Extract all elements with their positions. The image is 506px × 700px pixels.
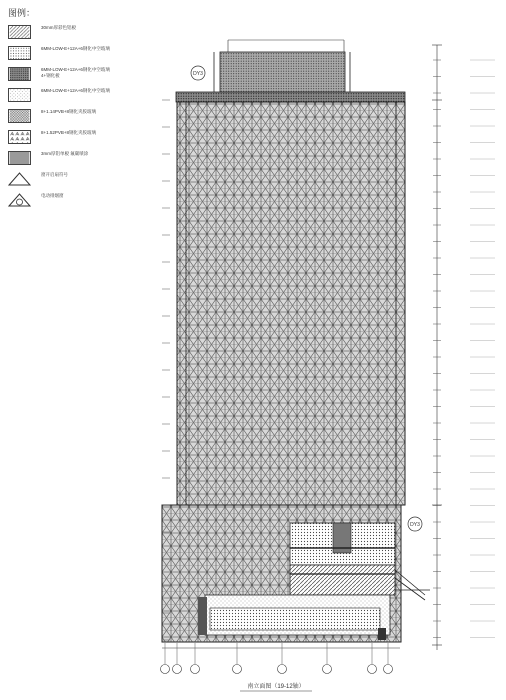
legend-item: 6MM-LOW-E+12A+6钢化中空玻璃	[8, 46, 158, 66]
grid-axis-bubble	[161, 665, 170, 674]
grid-axis-bubble	[233, 665, 242, 674]
legend-item: 6MM-LOW-E+12A+6钢化中空玻璃	[8, 88, 158, 108]
legend-item: 30mm厚彩色铝板	[8, 25, 158, 45]
section-marker	[408, 517, 422, 531]
legend-item: 6MM-LOW-E+12A+6钢化中空玻璃 4+钢化板	[8, 67, 158, 87]
grid-axis-bubble	[173, 665, 182, 674]
svg-text:DY3: DY3	[410, 522, 420, 528]
grid-axis-bubble	[278, 665, 287, 674]
tower-facade	[177, 102, 405, 505]
grid-axis-bubble	[323, 665, 332, 674]
grid-axis-bubbles	[161, 643, 393, 674]
legend-item: 8+1.52PVB+8钢化夹胶玻璃	[8, 130, 158, 150]
legend-item: 3mm厚铝单板 氟碳喷涂	[8, 151, 158, 171]
elevation-scale	[432, 45, 442, 650]
legend-title: 图例：	[8, 8, 36, 18]
elevation-ticks	[433, 60, 495, 638]
section-marker	[191, 66, 205, 80]
legend-item: 8+1.14PVB+8钢化夹胶玻璃	[8, 109, 158, 129]
grid-axis-bubble	[191, 665, 200, 674]
svg-text:DY3: DY3	[193, 71, 203, 77]
roof-structure	[176, 40, 405, 102]
legend-item: 窗开启扇符号	[8, 172, 158, 192]
drawing-title: 南立面图（19-12轴）	[247, 684, 305, 690]
left-level-ticks	[162, 100, 170, 640]
grid-axis-bubble	[368, 665, 377, 674]
podium	[162, 505, 430, 642]
grid-axis-bubble	[384, 665, 393, 674]
legend-item: 电动排烟窗	[8, 193, 158, 213]
